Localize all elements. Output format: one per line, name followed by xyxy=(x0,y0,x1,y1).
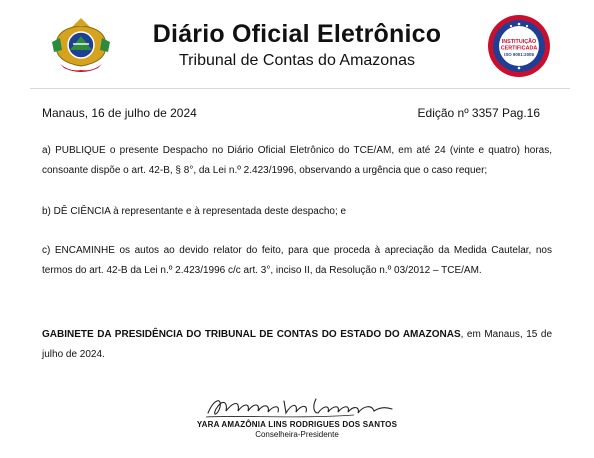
signatory-name: YARA AMAZÔNIA LINS RODRIGUES DOS SANTOS xyxy=(196,420,398,429)
handwritten-signature xyxy=(204,393,400,421)
seal-text-line-1: INSTITUIÇÃO xyxy=(501,39,537,45)
paragraph-encaminhe: c) ENCAMINHE os autos ao devido relator do feito, para que proceda à apreciação da Medida Cautelar, nos termos do art. 42-B da Lei n.º 2.423/1996 c/c art. 3°, inciso II, da Resolução n.º 03/2012 – TCE/AM. xyxy=(42,245,552,276)
paragraph-de-ciencia: b) DÊ CIÊNCIA à representante e à representada deste despacho; e xyxy=(42,206,347,217)
publication-subtitle: Tribunal de Contas do Amazonas xyxy=(179,52,415,69)
header-divider xyxy=(30,88,570,89)
seal-text-line-2: CERTIFICADA xyxy=(500,45,538,52)
paragraph-gabinete xyxy=(42,325,552,364)
gabinete-location-date: , em Manaus, 15 de julho de 2024. xyxy=(42,329,553,360)
edition-number: Edição nº 3357 Pag.16 xyxy=(417,106,540,120)
signatory-role: Conselheira-Presidente xyxy=(255,430,339,439)
gabinete-bold-text: GABINETE DA PRESIDÊNCIA DO TRIBUNAL DE CONTAS DO ESTADO DO AMAZONAS xyxy=(42,329,461,340)
publication-title: Diário Oficial Eletrônico xyxy=(152,20,442,48)
publication-date: Manaus, 16 de julho de 2024 xyxy=(42,106,197,120)
iso-certification-seal-icon xyxy=(487,14,551,78)
paragraph-publique: a) PUBLIQUE o presente Despacho no Diário Oficial Eletrônico do TCE/AM, em até 24 (vinte e quatro) horas, consoante dispõe o art. 42-B, § 8°, da Lei n.º 2.423/1996, observando a urgência que o caso requer; xyxy=(42,145,552,176)
seal-text-line-3: ISO 9001:2008 xyxy=(504,52,534,57)
